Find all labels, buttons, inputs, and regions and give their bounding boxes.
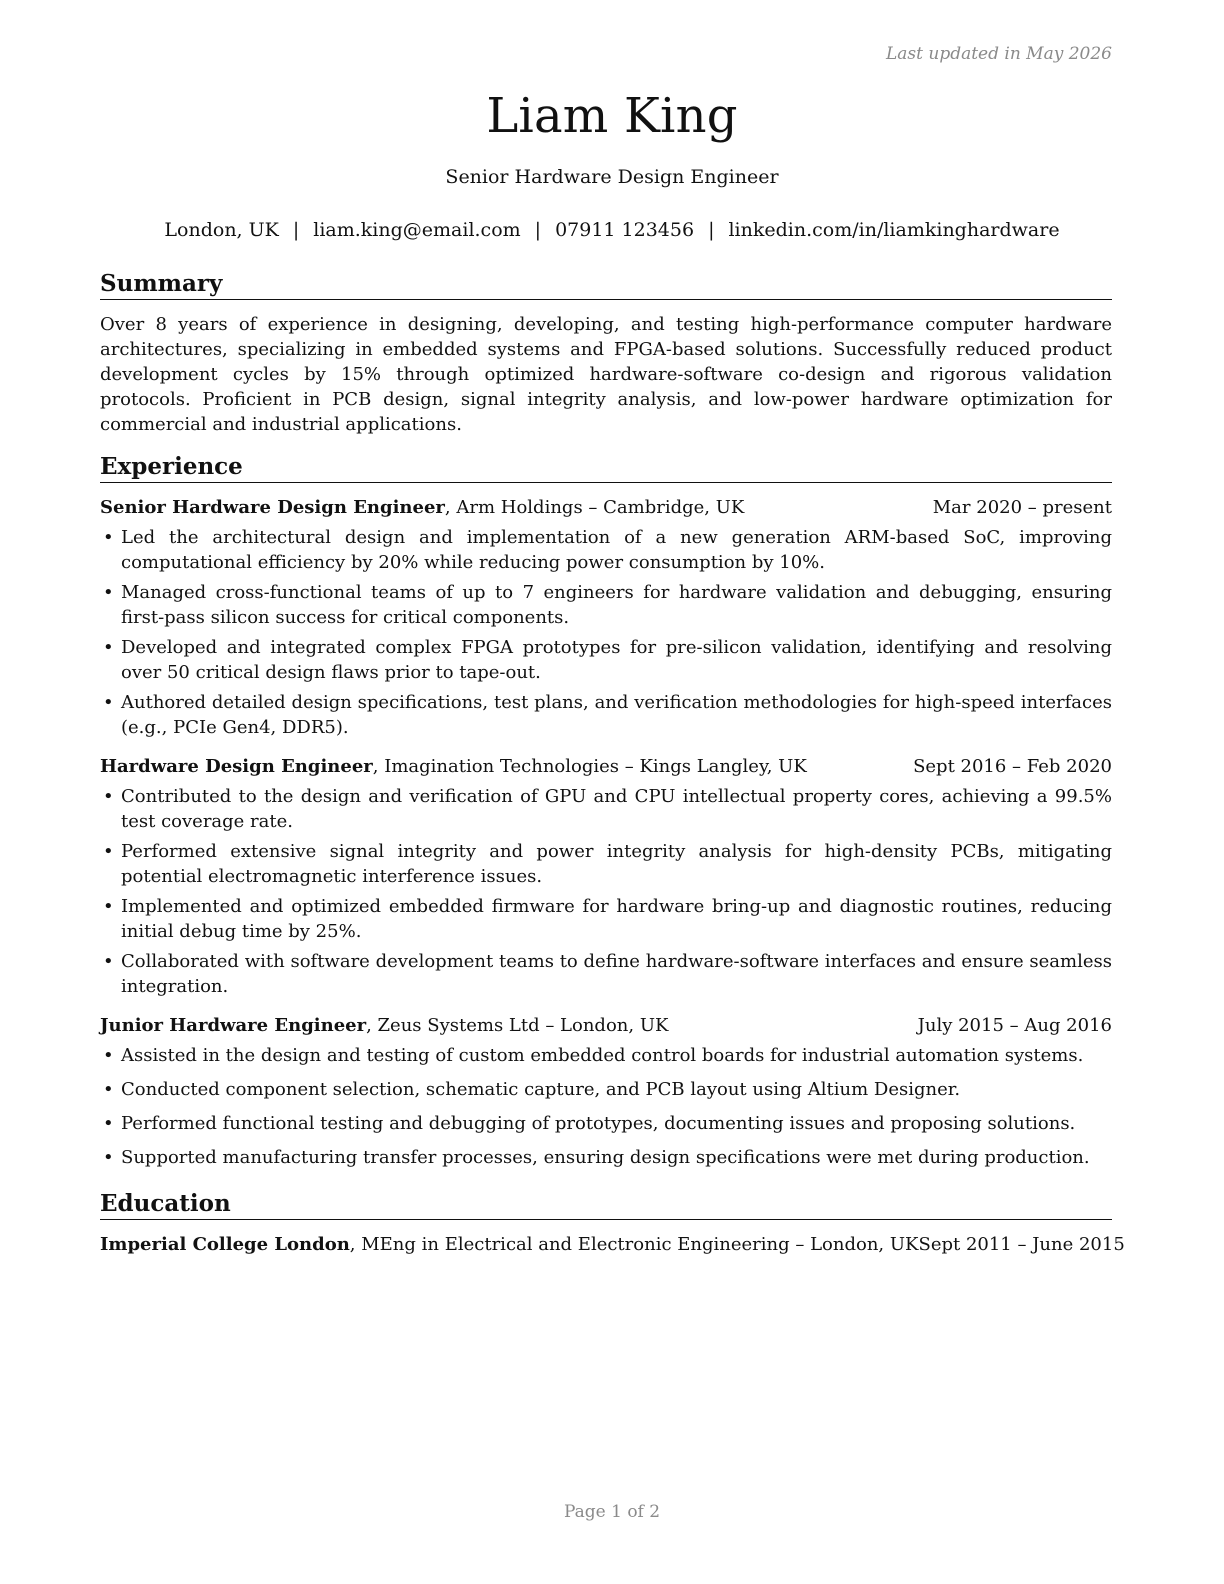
experience-org: , Imagination Technologies – Kings Langley, UK <box>372 756 807 777</box>
education-dates: Sept 2011 – June 2015 <box>918 1234 1125 1255</box>
experience-dates: Mar 2020 – present <box>932 497 1112 518</box>
resume-content <box>100 270 1125 1271</box>
education-degree: , MEng in Electrical and Electronic Engineering – London, UK <box>349 1234 919 1255</box>
experience-bullet: • Collaborated with software development teams to define hardware-software interfaces and ensure seamless integration. <box>100 949 1112 999</box>
experience-bullet: • Conducted component selection, schematic capture, and PCB layout using Altium Designer. <box>100 1077 1112 1102</box>
contact-phone: 07911 123456 <box>555 219 695 241</box>
education-entry-header <box>100 1232 1125 1257</box>
experience-bullet: • Performed extensive signal integrity and power integrity analysis for high-density PCBs, mitigating potential electromagnetic interference issues. <box>100 839 1112 889</box>
education-degree-line <box>100 1232 918 1257</box>
experience-role: Hardware Design Engineer <box>100 756 373 777</box>
experience-bullet: • Supported manufacturing transfer processes, ensuring design specifications were met during production. <box>100 1145 1112 1170</box>
experience-bullet: • Authored detailed design specifications, test plans, and verification methodologies for high-speed interfaces (e.g., PCIe Gen4, DDR5). <box>100 690 1112 740</box>
experience-entry <box>100 1013 1112 1170</box>
contact-separator: | <box>534 219 542 241</box>
experience-entry <box>100 495 1112 740</box>
experience-bullet: • Assisted in the design and testing of custom embedded control boards for industrial automation systems. <box>100 1043 1112 1068</box>
page-number: Page 1 of 2 <box>563 1502 661 1522</box>
education-entry <box>100 1232 1125 1257</box>
experience-bullet: • Implemented and optimized embedded firmware for hardware bring-up and diagnostic routines, reducing initial debug time by 25%. <box>100 894 1112 944</box>
experience-position <box>100 754 807 779</box>
experience-bullet: • Led the architectural design and implementation of a new generation ARM-based SoC, improving computational efficiency by 20% while reducing power consumption by 10%. <box>100 525 1112 575</box>
contact-separator: | <box>708 219 715 241</box>
experience-bullets <box>100 525 1112 740</box>
experience-entry-header <box>100 754 1112 779</box>
contact-linkedin-link[interactable]: linkedin.com/in/liamkinghardware <box>728 219 1060 241</box>
experience-entry-header <box>100 1013 1112 1038</box>
experience-entry-header <box>100 495 1112 520</box>
experience-entry <box>100 754 1112 999</box>
experience-role: Senior Hardware Design Engineer <box>100 497 445 518</box>
experience-bullets <box>100 1043 1112 1170</box>
candidate-name: Liam King <box>486 88 738 144</box>
experience-bullet: • Managed cross-functional teams of up to 7 engineers for hardware validation and debugging, ensuring first-pass silicon success for critical components. <box>100 580 1112 630</box>
experience-bullet: • Contributed to the design and verification of GPU and CPU intellectual property cores, achieving a 99.5% test coverage rate. <box>100 784 1112 834</box>
experience-bullet: • Performed functional testing and debugging of prototypes, documenting issues and proposing solutions. <box>100 1111 1112 1136</box>
experience-bullet: • Developed and integrated complex FPGA prototypes for pre-silicon validation, identifying and resolving over 50 critical design flaws prior to tape-out. <box>100 635 1112 685</box>
candidate-headline: Senior Hardware Design Engineer <box>445 166 779 188</box>
experience-org: , Zeus Systems Ltd – London, UK <box>366 1015 669 1036</box>
contact-separator: | <box>292 219 300 241</box>
experience-dates: Sept 2016 – Feb 2020 <box>913 756 1112 777</box>
experience-dates: July 2015 – Aug 2016 <box>917 1015 1112 1036</box>
experience-position <box>100 1013 668 1038</box>
contact-location: London, UK <box>164 219 279 241</box>
contact-line <box>0 219 1224 241</box>
summary-text: Over 8 years of experience in designing, developing, and testing high-performance computer hardware architectures, specializing in embedded systems and FPGA-based solutions. Successfully reduced product development cycles by 15% through optimized hardware-software co-design and rigorous validation protocols. Proficient in PCB design, signal integrity analysis, and low-power hardware optimization for commercial and industrial applications. <box>100 314 1112 435</box>
experience-position <box>100 495 744 520</box>
experience-org: , Arm Holdings – Cambridge, UK <box>444 497 745 518</box>
experience-role: Junior Hardware Engineer <box>100 1015 367 1036</box>
education-heading: Education <box>100 1190 1112 1220</box>
last-updated-note: Last updated in May 2026 <box>885 44 1112 64</box>
contact-email-link[interactable]: liam.king@email.com <box>313 219 521 241</box>
experience-bullets <box>100 784 1112 999</box>
education-school: Imperial College London <box>100 1234 350 1255</box>
summary-heading: Summary <box>100 270 1112 300</box>
experience-heading: Experience <box>100 453 1112 483</box>
